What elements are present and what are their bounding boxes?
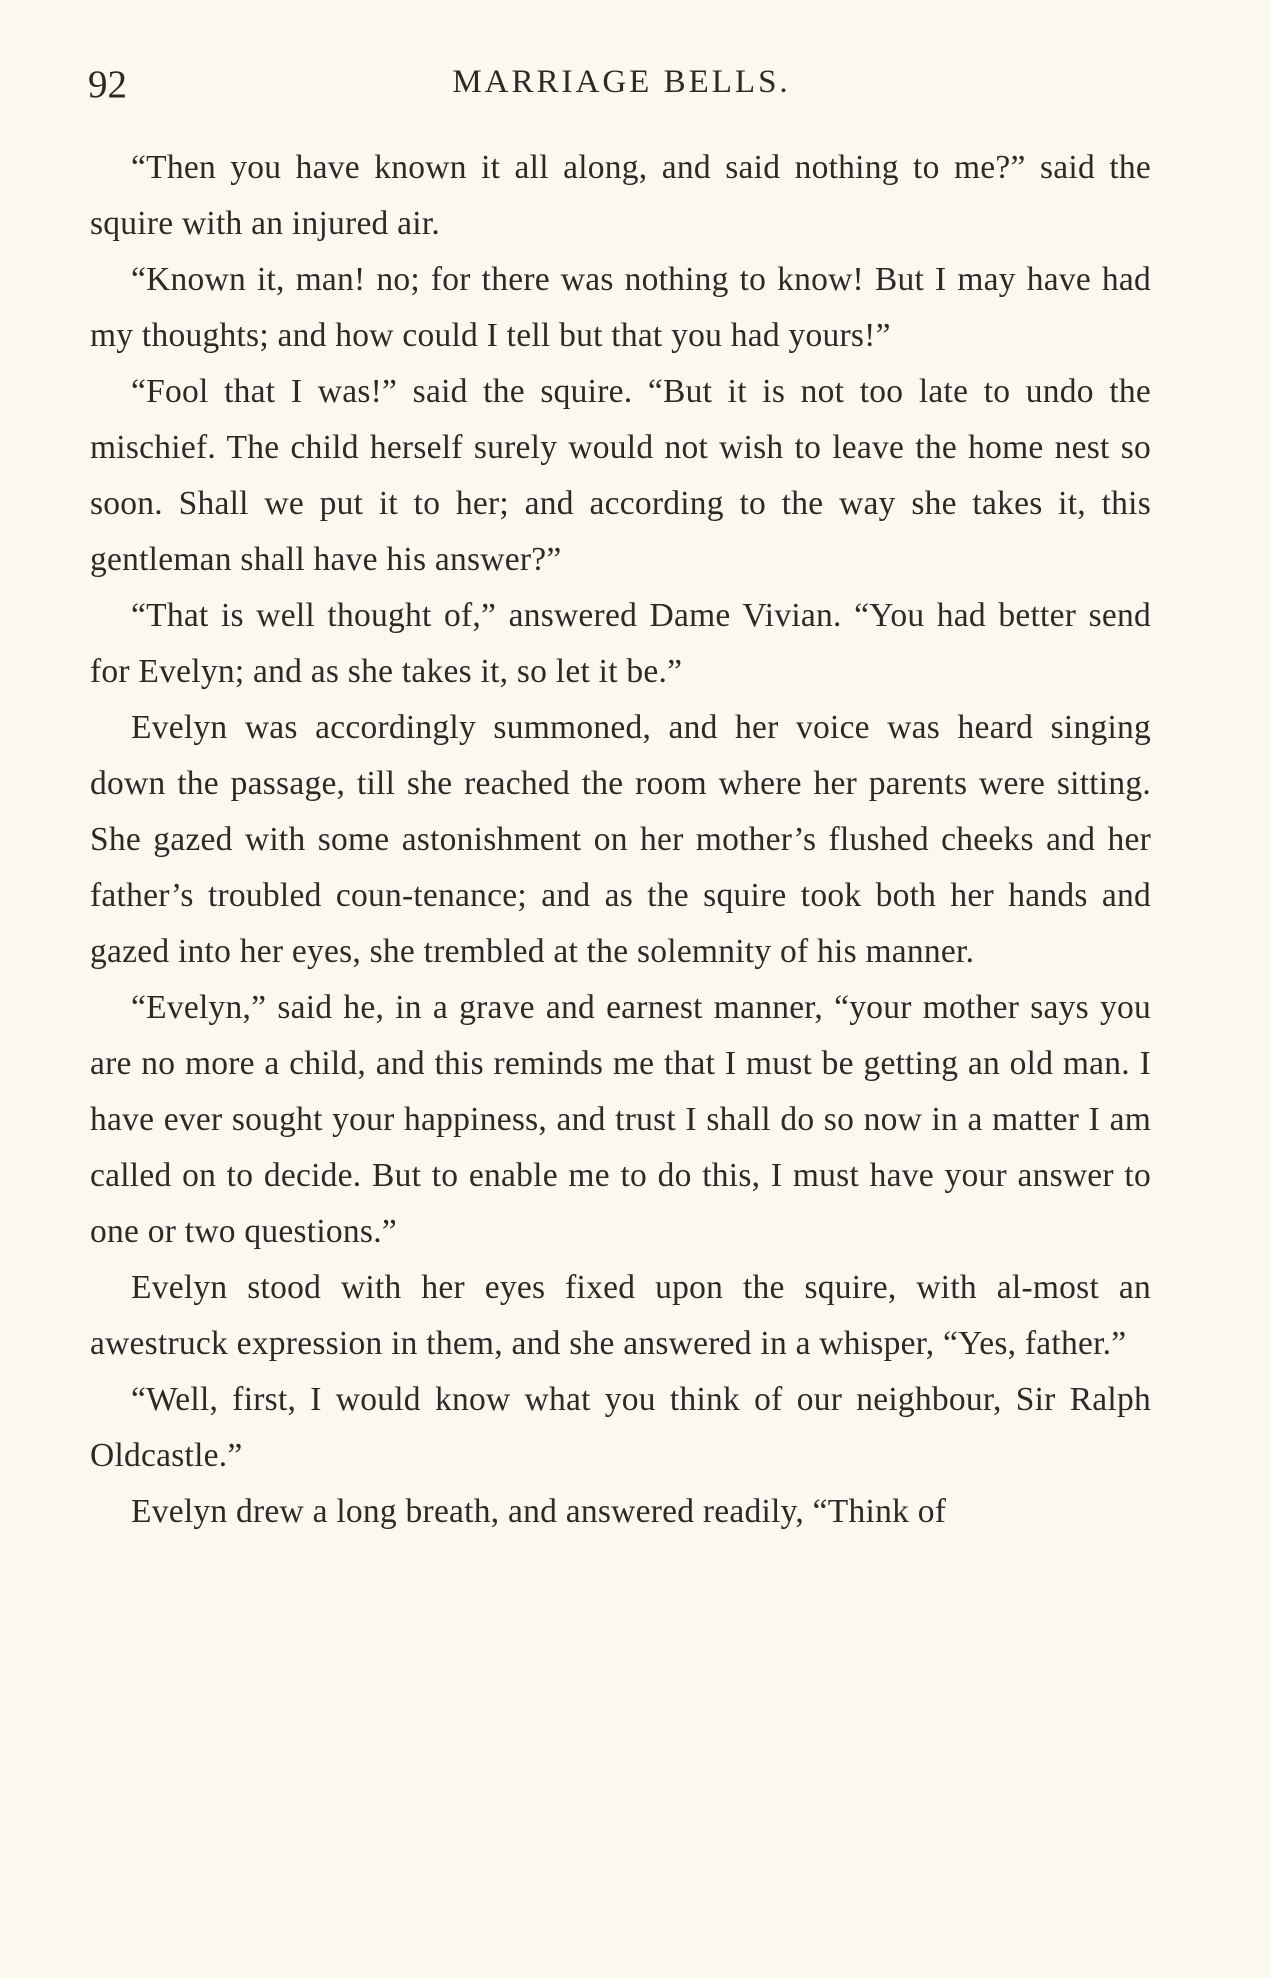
paragraph: Evelyn drew a long breath, and answered readily, “Think of bbox=[131, 1493, 947, 1530]
paragraph: “Then you have known it all along, and said nothing to me?” said the squire with an injured air. bbox=[90, 149, 1151, 242]
paragraph: “Evelyn,” said he, in a grave and earnest manner, “your mother says you are no more a child, and this reminds me that I must be getting an old man. I have ever sought your happiness, and trust I shall do so now in a matter I am called on to decide. But to enable me to do this, I must have your answer to one or two questions.” bbox=[90, 989, 1151, 1250]
paragraph: Evelyn stood with her eyes fixed upon the squire, with al-most an awestruck expression in them, and she answered in a whisper, “Yes, father.” bbox=[90, 1269, 1151, 1362]
paragraph: “That is well thought of,” answered Dame Vivian. “You had better send for Evelyn; and as she takes it, so let it be.” bbox=[90, 597, 1151, 690]
running-head bbox=[88, 62, 1155, 106]
paragraph: Evelyn was accordingly summoned, and her voice was heard singing down the passage, till she reached the room where her parents were sitting. She gazed with some astonishment on her mother’s flushed cheeks and her father’s troubled coun-tenance; and as the squire took both her hands and gazed into her eyes, she trembled at the solemnity of his manner. bbox=[90, 709, 1151, 970]
body-text bbox=[90, 140, 1151, 1540]
running-title: MARRIAGE BELLS. bbox=[452, 64, 791, 100]
paragraph: “Well, first, I would know what you think of our neighbour, Sir Ralph Oldcastle.” bbox=[90, 1381, 1151, 1474]
paragraph: “Known it, man! no; for there was nothing to know! But I may have had my thoughts; and how could I tell but that you had yours!” bbox=[90, 261, 1151, 354]
page-number: 92 bbox=[88, 63, 127, 106]
paragraph: “Fool that I was!” said the squire. “But it is not too late to undo the mischief. The child herself surely would not wish to leave the home nest so soon. Shall we put it to her; and according to the way she takes it, this gentleman shall have his answer?” bbox=[90, 373, 1151, 578]
